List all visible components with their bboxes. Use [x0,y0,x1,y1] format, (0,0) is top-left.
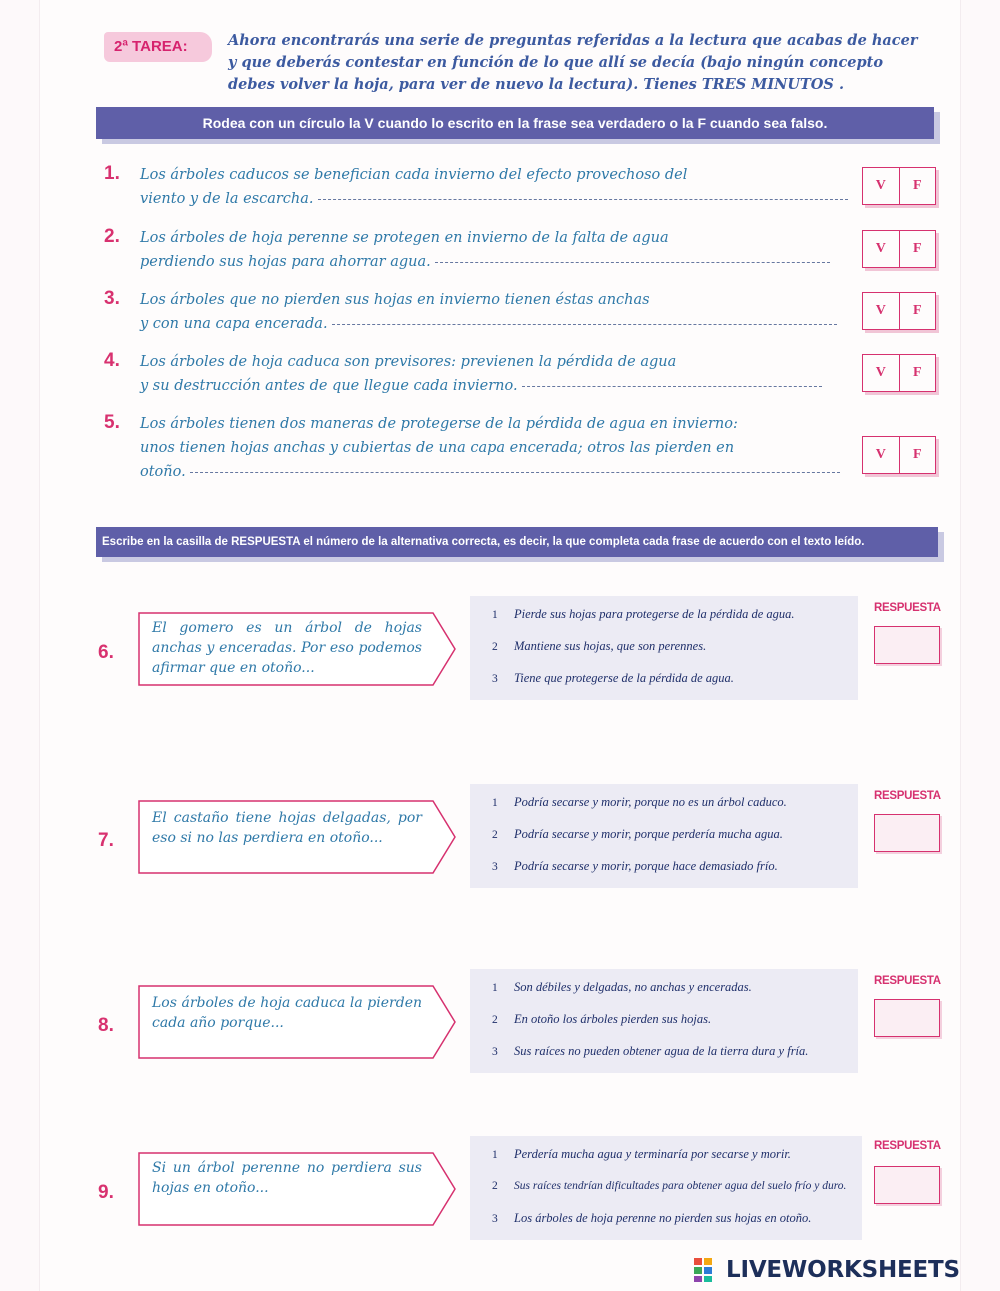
options-panel [470,969,858,1073]
question-prompt: Si un árbol perenne no perdiera sus hojas en otoño... [138,1152,458,1224]
brand-text: LIVEWORKSHEETS [726,1257,960,1283]
tf-number: 5. [104,412,120,433]
question-number: 7. [98,830,114,851]
tf-item-5 [100,412,940,484]
question-number: 8. [98,1015,114,1036]
tf-number: 4. [104,350,120,371]
answer-input[interactable] [874,1166,940,1204]
options-panel [470,1136,862,1240]
tf-number: 2. [104,226,120,247]
answer-input[interactable] [874,626,940,664]
answer-input[interactable] [874,999,940,1037]
option-3: 3 Sus raíces no pueden obtener agua de la tierra dura y fría. [492,1044,809,1058]
true-false-box [862,230,936,268]
tf-item-2 [100,226,940,274]
respuesta-label: RESPUESTA [874,1140,941,1152]
liveworksheets-logo-icon [694,1258,722,1282]
question-prompt: Los árboles de hoja caduca la pierden cada año porque... [138,985,458,1057]
false-option[interactable]: F [899,168,936,204]
respuesta-label: RESPUESTA [874,790,941,802]
option-1: 1 Perdería mucha agua y terminaría por secarse y morir. [492,1147,791,1161]
question-prompt: El castaño tiene hojas delgadas, por eso si no las perdiera en otoño... [138,800,458,872]
tf-item-1 [100,163,940,211]
tf-statement: Los árboles tienen dos maneras de protegerse de la pérdida de agua en invierno: unos tienen hojas anchas y cubiertas de una capa encerada; otros las pierden en otoño. [140,412,858,484]
section1-banner: Rodea con un círculo la V cuando lo escrito en la frase sea verdadero o la F cuando sea falso. [96,107,934,139]
false-option[interactable]: F [899,437,936,473]
options-panel [470,784,858,888]
option-2: 2 Mantiene sus hojas, que son perennes. [492,639,707,653]
tf-number: 3. [104,288,120,309]
question-6 [96,602,956,742]
false-option[interactable]: F [899,355,936,391]
question-number: 9. [98,1182,114,1203]
answer-input[interactable] [874,814,940,852]
question-8 [96,975,956,1115]
option-3: 3 Podría secarse y morir, porque hace demasiado frío. [492,859,778,873]
true-option[interactable]: V [875,447,886,462]
task-label: 2ª TAREA: [104,32,212,62]
option-2: 2 Sus raíces tendrían dificultades para obtener agua del suelo frío y duro. [492,1180,847,1192]
option-1: 1 Podría secarse y morir, porque no es un árbol caduco. [492,795,787,809]
tf-item-4 [100,350,940,398]
tf-item-3 [100,288,940,336]
false-option[interactable]: F [899,293,936,329]
section2-banner: Escribe en la casilla de RESPUESTA el número de la alternativa correcta, es decir, la que completa cada frase de acuerdo con el texto leído. [96,527,938,557]
tf-statement: Los árboles que no pierden sus hojas en invierno tienen éstas anchas y con una capa encerada. [140,288,858,336]
option-2: 2 Podría secarse y morir, porque perdería mucha agua. [492,827,783,841]
option-2: 2 En otoño los árboles pierden sus hojas. [492,1012,712,1026]
true-false-box [862,292,936,330]
tf-statement: Los árboles caducos se benefician cada invierno del efecto provechoso del viento y de la escarcha. [140,163,858,211]
question-7 [96,790,956,930]
question-prompt: El gomero es un árbol de hojas anchas y enceradas. Por eso podemos afirmar que en otoño... [138,612,458,684]
tf-number: 1. [104,163,120,184]
option-1: 1 Son débiles y delgadas, no anchas y enceradas. [492,980,752,994]
option-1: 1 Pierde sus hojas para protegerse de la pérdida de agua. [492,607,795,621]
true-option[interactable]: V [875,178,886,193]
liveworksheets-brand [694,1257,960,1283]
true-false-box [862,436,936,474]
true-option[interactable]: V [875,303,886,318]
task-instructions: Ahora encontrarás una serie de preguntas referidas a la lectura que acabas de hacer y que deberás contestar en función de lo que allí se decía (bajo ningún concepto debes volver la hoja, para ver de nuevo la lectura). Tienes TRES MINUTOS . [228,32,918,93]
tf-statement: Los árboles de hoja caduca son previsores: previenen la pérdida de agua y su destrucción antes de que llegue cada invierno. [140,350,858,398]
option-3: 3 Los árboles de hoja perenne no pierden sus hojas en otoño. [492,1211,812,1225]
question-number: 6. [98,642,114,663]
true-false-box [862,167,936,205]
option-3: 3 Tiene que protegerse de la pérdida de agua. [492,671,734,685]
true-false-box [862,354,936,392]
respuesta-label: RESPUESTA [874,975,941,987]
respuesta-label: RESPUESTA [874,602,941,614]
true-option[interactable]: V [875,365,886,380]
options-panel [470,596,858,700]
true-option[interactable]: V [875,241,886,256]
tf-statement: Los árboles de hoja perenne se protegen en invierno de la falta de agua perdiendo sus hojas para ahorrar agua. [140,226,858,274]
false-option[interactable]: F [899,231,936,267]
